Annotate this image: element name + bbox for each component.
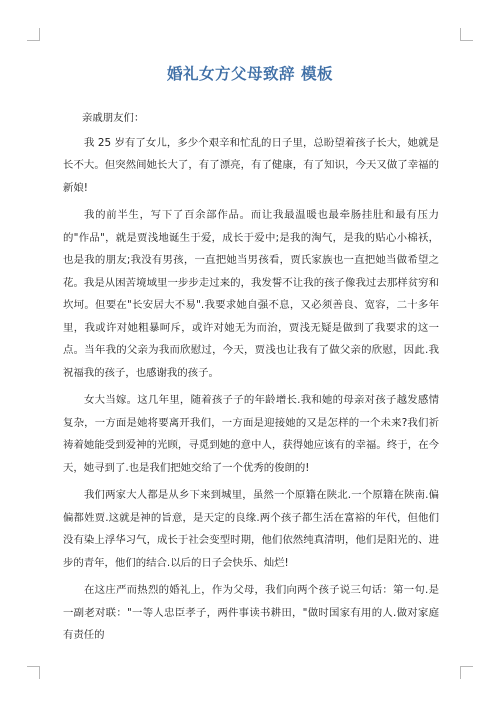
crop-mark-bottom-right (460, 666, 473, 679)
crop-mark-top-left (27, 28, 40, 41)
document-title: 婚礼女方父母致辞 模板 (167, 65, 333, 83)
paragraph-3: 女大当嫁。这几年里，随着孩子子的年龄增长.我和她的母亲对孩子越发感情复杂，一方面是她将要离开我们，一方面是迎接她的又是怎样的一个未来?我们祈祷着她能受到爱神的光顾，寻觅到她的意中人，获得她应该有的幸福。终于，在今天，她寻到了.也是我们把她交给了一个优秀的俊朗的! (63, 394, 439, 474)
document-body (63, 107, 439, 652)
paragraph-1: 我 25 岁有了女儿，多少个艰辛和忙乱的日子里，总盼望着孩子长大，她就是长不大。但突然间她长大了，有了漂亮，有了健康，有了知识，今天又做了幸福的新娘! (63, 136, 439, 194)
crop-mark-bottom-left (27, 666, 40, 679)
paragraph-4: 我们两家大人都是从乡下来到城里，虽然一个原籍在陕北.一个原籍在陕南.偏偏都姓贾.这就是神的旨意，是天定的良缘.两个孩子都生活在富裕的年代，但他们没有染上浮华习气，成长于社会变型时期，他们依然纯真清明，他们是阳光的、进步的青年，他们的结合.以后的日子会快乐、灿烂! (63, 489, 439, 569)
paragraph-2: 我的前半生，写下了百余部作品。而让我最温暖也最牵肠挂肚和最有压力的"作品"，就是贾浅地诞生于爱，成长于爱中;是我的淘气，是我的贴心小棉袄，也是我的朋友;我没有男孩，一直把她当男孩看，贾氏家族也一直把她当做希望之花。我是从困苦境域里一步步走过来的，我发誓不让我的孩子像我过去那样贫穷和坎坷。但要在"长安居大不易".我要求她自强不息，又必须善良、宽容，二十多年里，我或许对她粗暴呵斥，或许对她无为而治，贾浅无疑是做到了我要求的这一点。当年我的父亲为我而欣慰过，今天，贾浅也让我有了做父亲的欣慰，因此.我祝福我的孩子，也感谢我的孩子。 (63, 209, 439, 379)
paragraph-5: 在这庄严而热烈的婚礼上，作为父母，我们向两个孩子说三句话：第一句.是一副老对联："一等人忠臣孝子，两件事读书耕田，"做时国家有用的人.做对家庭有责任的 (63, 584, 439, 641)
crop-mark-top-right (460, 28, 473, 41)
greeting: 亲戚朋友们： (82, 112, 145, 124)
